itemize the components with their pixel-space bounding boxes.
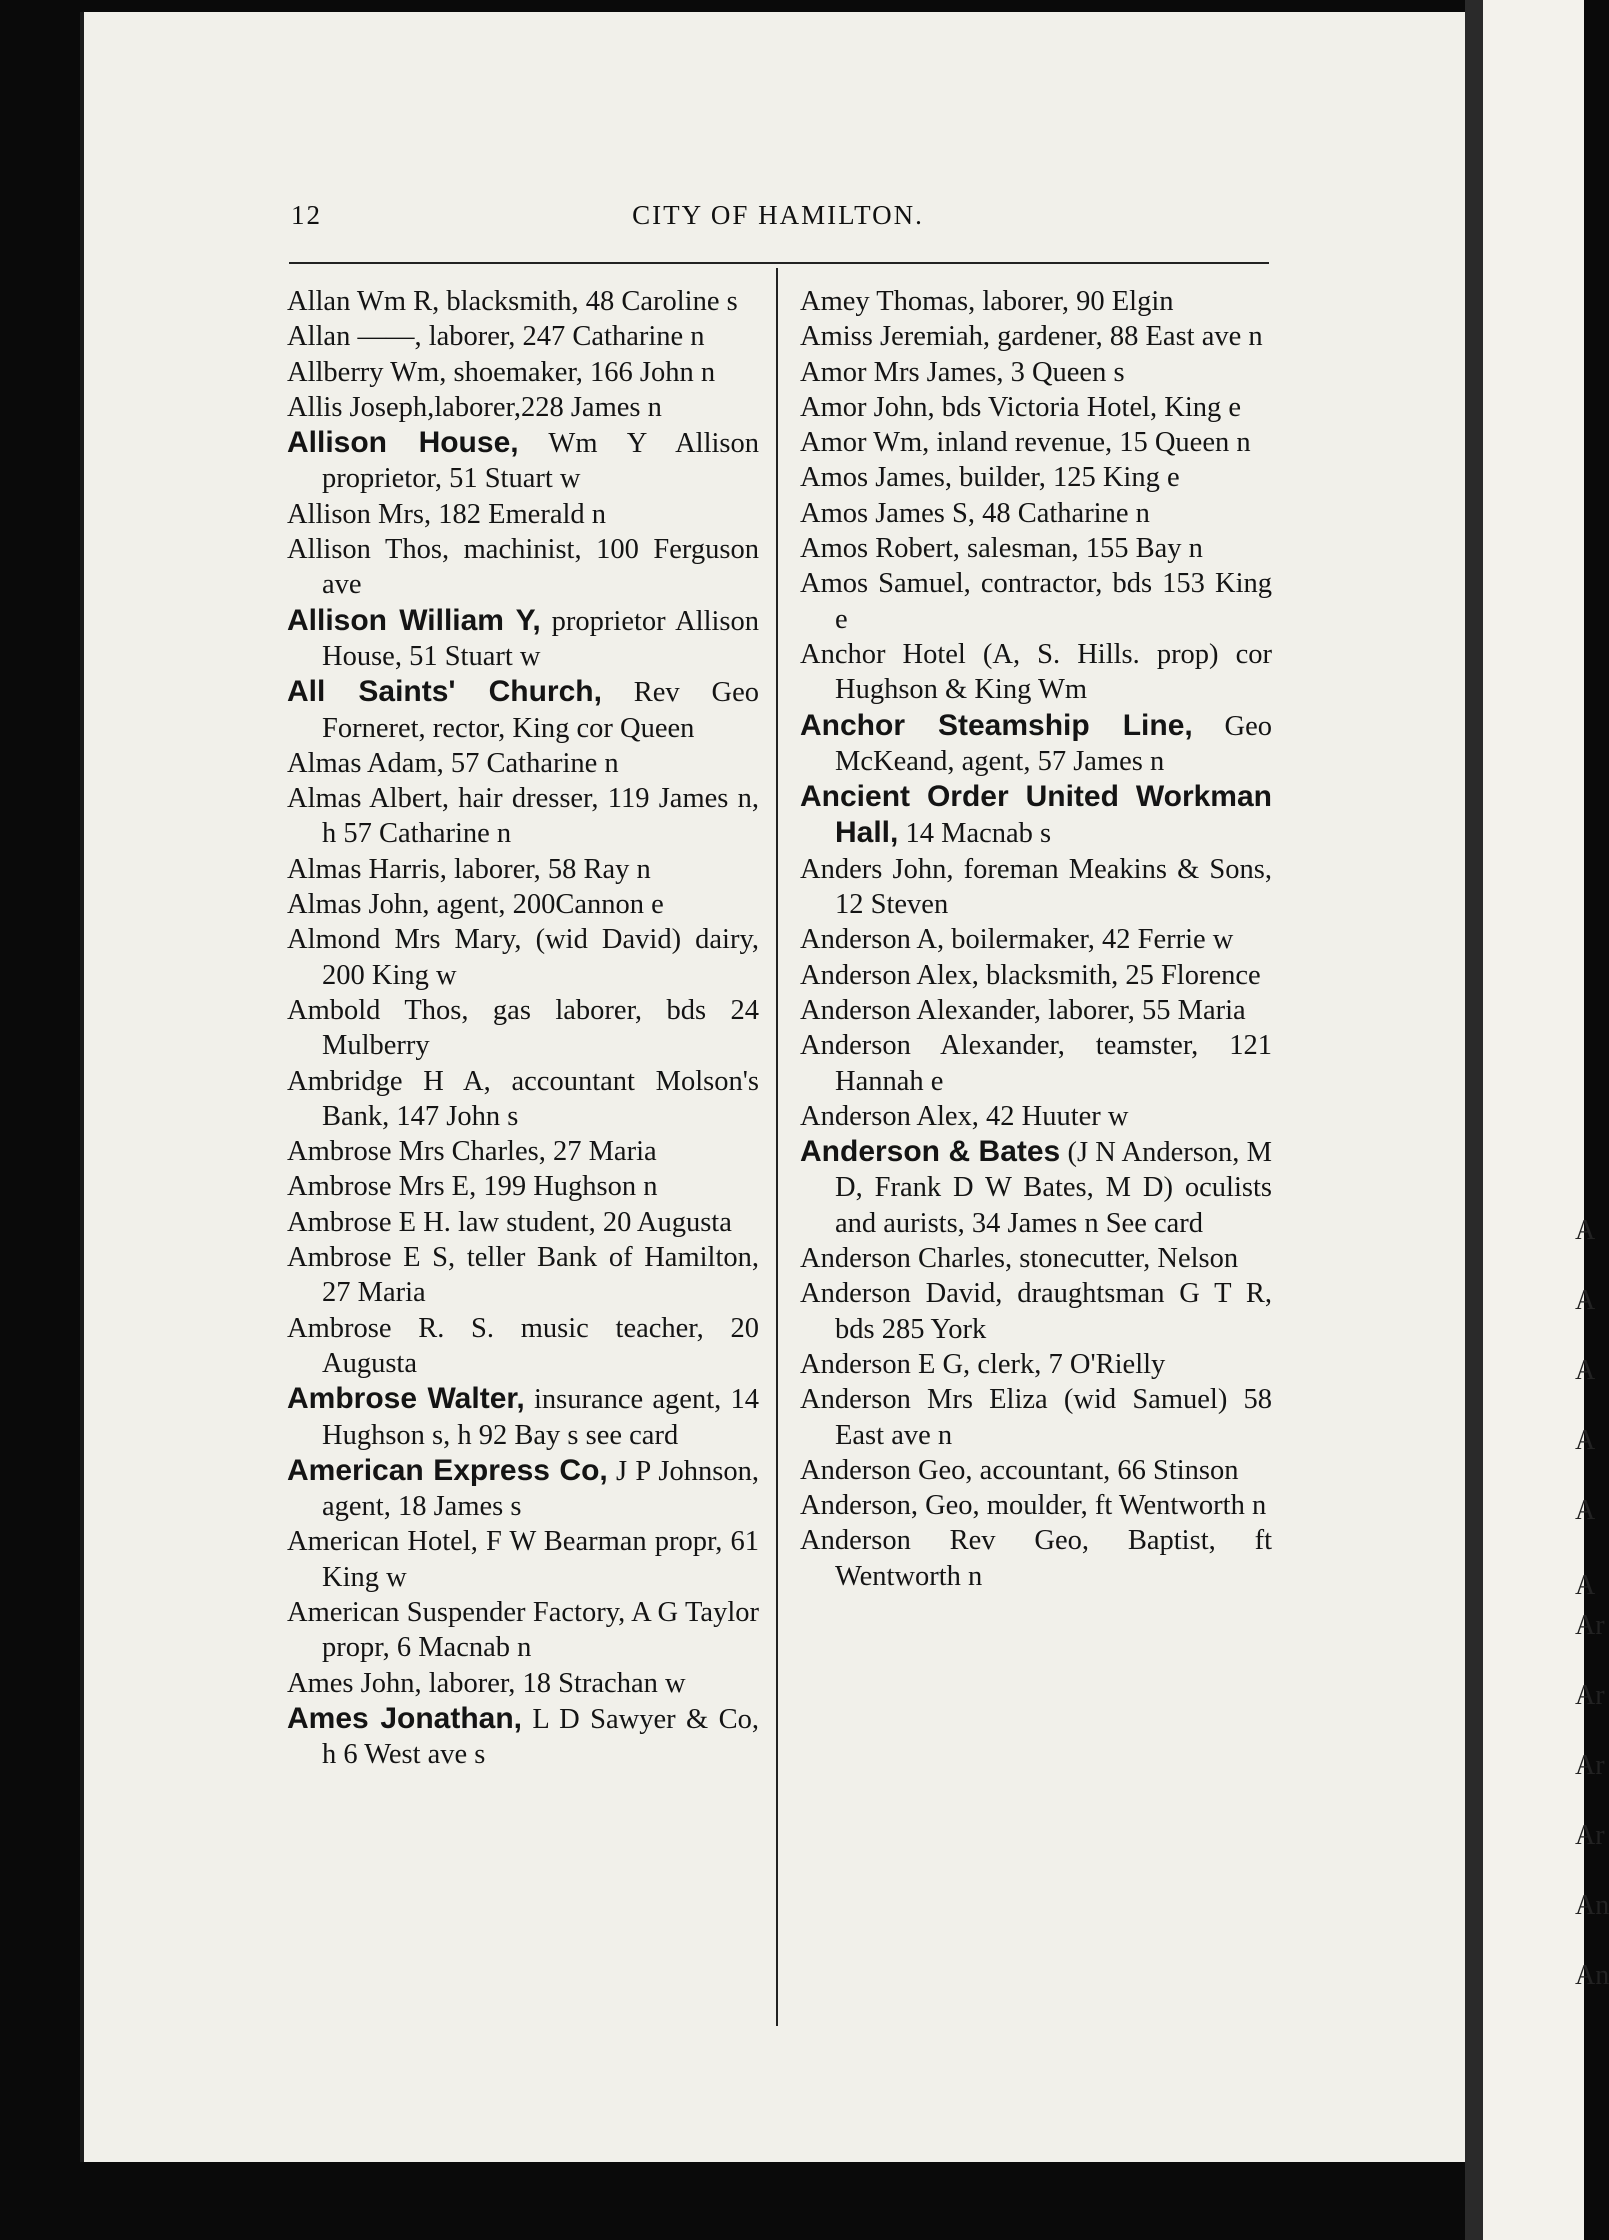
facing-page-fragment: Ar	[1575, 1820, 1605, 1851]
directory-entry	[287, 1064, 759, 1135]
facing-page-fragment: Ar	[1575, 1610, 1605, 1641]
entry-details: Baptist, ft Wentworth n	[835, 1525, 1272, 1592]
directory-entry	[287, 1701, 759, 1773]
entry-name: Ancient Order United Workman Hall,	[800, 780, 1272, 850]
facing-page-fragment: A	[1575, 1495, 1596, 1526]
entry-name: Allis Joseph,	[287, 391, 435, 423]
entry-name: Allison House,	[287, 426, 519, 460]
entry-details: law student, 20 Augusta	[450, 1206, 732, 1238]
directory-entry	[287, 1381, 759, 1453]
facing-page-fragment: Ar	[1575, 1750, 1605, 1781]
entry-details: accountant Molson's Bank, 147 John s	[322, 1065, 760, 1132]
entry-name: Anderson Geo,	[800, 1454, 973, 1486]
directory-entry	[287, 1134, 759, 1169]
entry-details: agent, 200Cannon e	[429, 889, 664, 921]
directory-entry	[800, 958, 1272, 993]
entry-name: Allan Wm R,	[287, 286, 440, 317]
directory-entry	[287, 852, 759, 887]
entry-name: Allberry Wm,	[287, 356, 447, 388]
facing-page-fragment: A	[1575, 1570, 1596, 1601]
entry-name: Anderson & Bates	[800, 1135, 1061, 1169]
directory-entry	[800, 425, 1272, 460]
directory-entry	[800, 1241, 1272, 1276]
directory-entry	[800, 993, 1272, 1028]
directory-entry	[800, 531, 1272, 566]
column-divider	[776, 268, 778, 2026]
directory-entry	[800, 779, 1272, 852]
entry-details: 182 Emerald n	[431, 498, 607, 530]
directory-entry	[800, 566, 1272, 637]
entry-name: Amos Robert,	[800, 533, 960, 565]
directory-entry	[800, 460, 1272, 495]
entry-name: Amos James S,	[800, 497, 975, 529]
entry-details: moulder, ft Wentworth n	[979, 1490, 1267, 1522]
directory-entry	[287, 674, 759, 746]
entry-details: 48 Catharine n	[974, 497, 1150, 529]
entry-details: (wid David) dairy, 200 King w	[322, 924, 759, 991]
entry-details: (A, S. Hills. prop) cor Hughson & King Wm	[835, 638, 1272, 706]
entry-name: Allison Mrs,	[287, 498, 432, 530]
entry-details: contractor, bds 153 King e	[835, 568, 1273, 635]
entry-details: (J N Anderson, M D, Frank D W Bates, M D) oculists and aurists, 34 James n See card	[835, 1137, 1272, 1239]
directory-entry	[800, 1382, 1272, 1453]
entry-name: Allan ——,	[287, 321, 422, 353]
directory-entry	[800, 1028, 1272, 1099]
entry-name: Almas Harris,	[287, 853, 447, 885]
directory-entry	[287, 1595, 759, 1666]
left-column	[287, 284, 759, 1772]
entry-name: Ambrose E H.	[287, 1206, 451, 1238]
entry-name: Anderson Rev Geo,	[800, 1525, 1090, 1557]
right-column	[800, 284, 1272, 1594]
facing-page-fragment: A	[1575, 1425, 1596, 1456]
directory-entry	[800, 355, 1272, 390]
directory-entry	[800, 1134, 1272, 1241]
entry-details: Geo McKeand, agent, 57 James n	[835, 710, 1273, 777]
entry-details: gas laborer, bds 24 Mulberry	[322, 994, 760, 1062]
entry-details: laborer, 247 Catharine n	[421, 321, 705, 353]
directory-entry	[287, 532, 759, 603]
entry-details: 14 Macnab s	[898, 818, 1052, 850]
entry-name: Anderson Mrs Eliza	[800, 1384, 1048, 1416]
facing-page-fragment: A	[1575, 1215, 1596, 1246]
entry-name: Almond Mrs Mary,	[287, 924, 522, 956]
entry-details: proprietor Allison House, 51 Stuart w	[322, 605, 759, 672]
entry-name: American Hotel,	[287, 1526, 478, 1558]
directory-entry	[287, 603, 759, 675]
entry-name: Anderson Alexander,	[800, 994, 1042, 1026]
directory-entry	[800, 1276, 1272, 1347]
directory-entry	[287, 1169, 759, 1204]
directory-entry	[287, 1453, 759, 1525]
directory-entry	[287, 922, 759, 993]
directory-entry	[287, 887, 759, 922]
entry-details: inland revenue, 15 Queen n	[929, 427, 1251, 459]
entry-name: American Suspender Factory,	[287, 1596, 626, 1628]
entry-name: Ambrose Walter,	[287, 1382, 525, 1416]
entry-details: 3 Queen s	[1003, 356, 1125, 388]
entry-name: Almas Albert,	[287, 783, 450, 815]
entry-details: stonecutter, Nelson	[1012, 1243, 1239, 1275]
entry-details: 27 Maria	[545, 1136, 657, 1168]
entry-details: foreman Meakins & Sons, 12 Steven	[835, 853, 1273, 921]
directory-entry	[287, 1240, 759, 1311]
directory-entry	[800, 1347, 1272, 1382]
page-header	[287, 200, 1269, 240]
facing-page-fragment: Ar	[1575, 1680, 1605, 1711]
directory-entry	[287, 284, 759, 319]
entry-details: laborer, 58 Ray n	[446, 853, 651, 885]
entry-details: teller Bank of Hamilton, 27 Maria	[322, 1242, 759, 1309]
facing-page-fragment: An	[1575, 1960, 1609, 1991]
entry-name: Ambridge H A,	[287, 1065, 491, 1097]
directory-entry	[800, 1488, 1272, 1523]
directory-entry	[800, 852, 1272, 923]
entry-name: Anderson Charles,	[800, 1243, 1013, 1275]
facing-page-edge	[1465, 0, 1609, 2240]
directory-entry	[287, 390, 759, 425]
entry-details: gardener, 88 East ave n	[989, 321, 1263, 353]
entry-details: 57 Catharine n	[443, 747, 619, 779]
entry-name: Almas John,	[287, 889, 430, 921]
directory-entry	[800, 319, 1272, 354]
entry-name: Amiss Jeremiah,	[800, 321, 990, 353]
directory-entry	[287, 1311, 759, 1382]
entry-details: salesman, 155 Bay n	[959, 533, 1203, 565]
page-title: CITY OF HAMILTON.	[632, 200, 924, 230]
entry-details: insurance agent, 14 Hughson s, h 92 Bay s see card	[322, 1384, 759, 1451]
entry-name: Anderson Alex,	[800, 1100, 979, 1132]
entry-name: Ambold Thos,	[287, 994, 469, 1026]
directory-entry	[287, 355, 759, 390]
entry-details: music teacher, 20 Augusta	[322, 1312, 759, 1379]
entry-details: A G Taylor propr, 6 Macnab n	[322, 1596, 759, 1664]
entry-name: Anders John,	[800, 853, 954, 885]
entry-name: Ambrose Mrs E,	[287, 1171, 477, 1203]
entry-name: Amor Mrs James,	[800, 356, 1004, 388]
directory-entry	[287, 781, 759, 852]
entry-name: Anderson, Geo,	[800, 1490, 980, 1522]
directory-entry	[800, 637, 1272, 708]
directory-entry	[800, 1099, 1272, 1134]
facing-page-fragment: A	[1575, 1285, 1596, 1316]
directory-entry	[287, 746, 759, 781]
entry-details: laborer,228 James n	[434, 391, 662, 423]
entry-details: J P Johnson, agent, 18 James s	[322, 1455, 759, 1523]
entry-details: (wid Samuel) 58 East ave n	[835, 1384, 1273, 1451]
directory-entry	[287, 425, 759, 497]
entry-name: Anderson E G,	[800, 1348, 971, 1380]
entry-details: laborer, 90 Elgin	[975, 286, 1174, 317]
entry-details: blacksmith, 48 Caroline s	[439, 286, 738, 317]
directory-entry	[800, 922, 1272, 957]
entry-name: All Saints' Church,	[287, 675, 602, 709]
entry-details: accountant, 66 Stinson	[972, 1454, 1239, 1486]
directory-entry	[800, 390, 1272, 425]
entry-name: Anderson Alexander,	[800, 1030, 1065, 1062]
directory-entry	[287, 1666, 759, 1701]
entry-details: boilermaker, 42 Ferrie w	[944, 924, 1234, 956]
directory-entry	[287, 497, 759, 532]
entry-details: laborer, 18 Strachan w	[421, 1667, 686, 1699]
facing-page-fragment: An	[1575, 1890, 1609, 1921]
directory-entry	[287, 993, 759, 1064]
entry-name: Allison William Y,	[287, 603, 541, 637]
entry-name: Anderson A,	[800, 924, 945, 956]
entry-details: builder, 125 King e	[952, 462, 1180, 494]
entry-name: Amey Thomas,	[800, 286, 976, 317]
entry-details: draughtsman G T R, bds 285 York	[835, 1278, 1272, 1345]
entry-name: Amor John,	[800, 391, 935, 423]
entry-details: 42 Huuter w	[978, 1100, 1129, 1132]
header-rule	[289, 262, 1269, 264]
directory-entry	[287, 1524, 759, 1595]
entry-name: Ambrose E S,	[287, 1242, 456, 1274]
entry-details: 199 Hughson n	[476, 1171, 658, 1203]
facing-page-fragment: A	[1575, 1355, 1596, 1386]
directory-entry	[287, 319, 759, 354]
entry-name: Amor Wm,	[800, 427, 930, 459]
entry-details: laborer, 55 Maria	[1041, 994, 1246, 1026]
entry-name: Amos Samuel,	[800, 568, 971, 600]
directory-entry	[800, 1453, 1272, 1488]
entry-name: Anchor Steamship Line,	[800, 708, 1193, 742]
entry-name: Ames John,	[287, 1667, 422, 1699]
entry-details: L D Sawyer & Co, h 6 West ave s	[322, 1703, 759, 1771]
entry-name: Allison Thos,	[287, 534, 450, 566]
entry-details: Wm Y Allison proprietor, 51 Stuart w	[322, 428, 760, 495]
entry-details: bds Victoria Hotel, King e	[934, 391, 1242, 423]
entry-details: blacksmith, 25 Florence	[978, 959, 1261, 991]
directory-entry	[800, 496, 1272, 531]
entry-name: Anderson Alex,	[800, 959, 979, 991]
directory-entry	[800, 1523, 1272, 1594]
entry-name: Anchor Hotel	[800, 638, 966, 670]
entry-name: Ames Jonathan,	[287, 1701, 523, 1735]
entry-name: Ambrose Mrs Charles,	[287, 1136, 546, 1168]
entry-name: Almas Adam,	[287, 747, 444, 779]
page-number: 12	[291, 200, 322, 230]
directory-entry	[800, 708, 1272, 780]
entry-details: Rev Geo Forneret, rector, King cor Queen	[322, 677, 759, 744]
entry-details: F W Bearman propr, 61 King w	[322, 1526, 759, 1593]
entry-details: shoemaker, 166 John n	[446, 356, 716, 388]
entry-details: hair dresser, 119 James n, h 57 Catharine n	[322, 783, 759, 850]
entry-name: American Express Co,	[287, 1453, 608, 1487]
entry-details: clerk, 7 O'Rielly	[970, 1348, 1166, 1380]
entry-name: Amos James,	[800, 462, 952, 494]
entry-details: teamster, 121 Hannah e	[835, 1030, 1272, 1097]
entry-details: machinist, 100 Ferguson ave	[322, 534, 759, 601]
directory-entry	[800, 284, 1272, 319]
entry-name: Ambrose R. S.	[287, 1312, 495, 1344]
directory-entry	[287, 1205, 759, 1240]
entry-name: Anderson David,	[800, 1278, 1003, 1310]
